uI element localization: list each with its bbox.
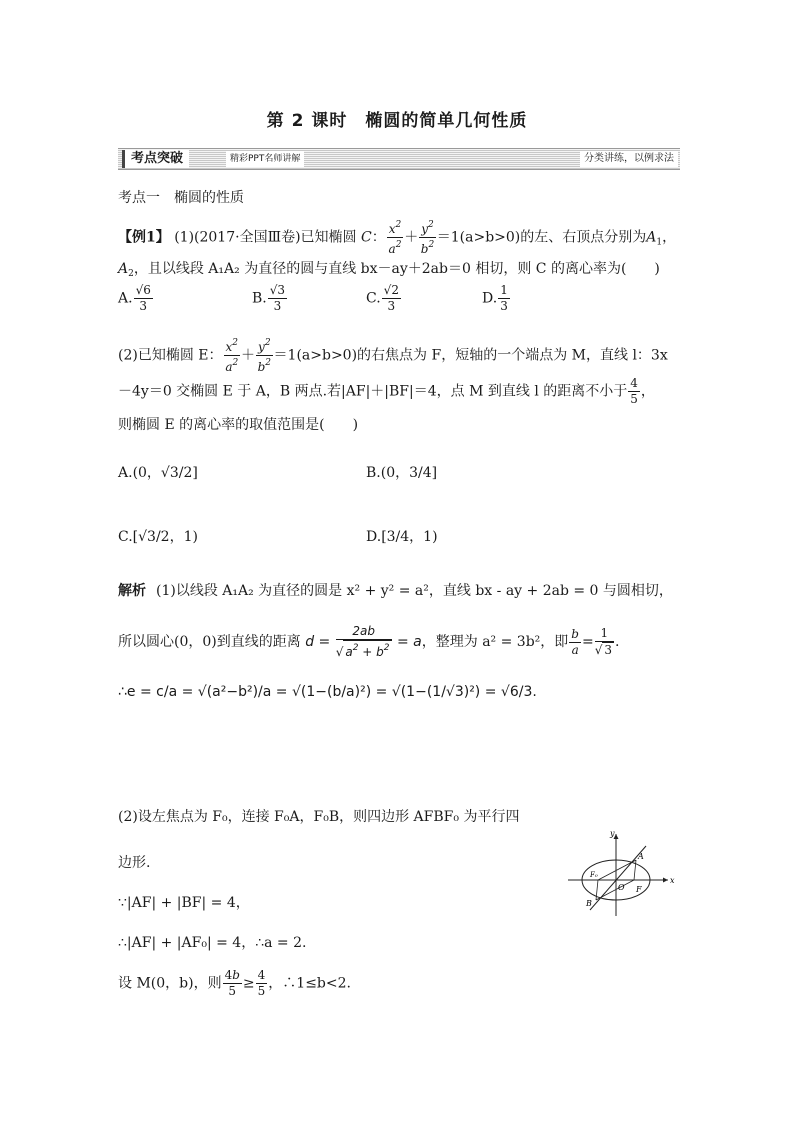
q1-line2-text: ，且以线段 A₁A₂ 为直径的圆与直线 bx－ay＋2ab＝0 相切，则 C 的离心率为( ) (133, 261, 660, 277)
q2-line2: －4y＝0 交椭圆 E 于 A，B 两点.若|AF|＋|BF|＝4，点 M 到直线 l 的距离不小于 $\frac{4}{5}$ ， (118, 376, 655, 406)
fig-label-f: F (636, 885, 642, 894)
fig-label-a: A (638, 852, 644, 861)
solution-p2-5b: ，∴1≤b<2. (268, 975, 351, 992)
q2-lead: (2)已知椭圆 E： (118, 347, 223, 364)
section-banner (118, 148, 680, 170)
fig-label-x: x (670, 876, 675, 885)
q2-option-b[interactable]: B.(0，3/4] (366, 465, 438, 481)
section-heading: 考点一 椭圆的性质 (118, 190, 244, 206)
solution-line3: ∴e = c/a = √(a²−b²)/a = √(1−(b/a)²) = √(1−(1/√3)²) = √6/3. (118, 684, 537, 700)
solution-p2-5a: 设 M(0，b)，则 (118, 975, 222, 992)
q2-option-a[interactable]: A.(0，√3/2] (118, 465, 198, 481)
q1-line1: 【例1】 (1)(2017·全国Ⅲ卷)已知椭圆 C： $\frac{x^2}{a^2}$ ＋ $\frac{y^2}{b^2}$ ＝1(a>b>0)的左、右顶点分别为$A_1$， (118, 220, 677, 256)
q1-option-a[interactable]: A. $\frac{√6}{3}$ (118, 283, 151, 313)
fig-label-o: O (618, 883, 625, 892)
q2-line2-text: －4y＝0 交椭圆 E 于 A，B 两点.若|AF|＋|BF|＝4，点 M 到直线 l 的距离不小于 (118, 383, 628, 400)
solution-p2-line3: ∵|AF| + |BF| = 4， (118, 895, 250, 911)
q1-option-c[interactable]: C. $\frac{√2}{3}$ (366, 283, 399, 313)
example-label: 【例1】 (118, 229, 170, 246)
fig-label-f0: F₀ (590, 871, 598, 879)
solution-line2: 所以圆心(0，0)到直线的距离 d = $\frac{2ab}{√ a^2 + b^2}$ = a，整理为 a² = 3b²，即 $\frac{b}{a}$ = $\frac{1}{√ 3}$ . (118, 624, 620, 659)
q1-line2: $A_2$，且以线段 A₁A₂ 为直径的圆与直线 bx－ay＋2ab＝0 相切，则 C 的离心率为( ) (118, 261, 660, 279)
ellipse-figure (560, 826, 680, 922)
fig-label-b: B (586, 899, 592, 908)
q2-option-c[interactable]: C.[√3/2，1) (118, 529, 198, 545)
banner-tag: 考点突破 (122, 150, 189, 168)
solution-p2-line1: (2)设左焦点为 F₀，连接 F₀A，F₀B，则四边形 AFBF₀ 为平行四 (118, 809, 520, 825)
solution-p2-line4: ∴|AF| + |AF₀| = 4，∴a = 2. (118, 935, 307, 951)
banner-right-text: 分类讲练，以例求法 (580, 151, 678, 167)
q1-option-d[interactable]: D. $\frac{1}{3}$ (482, 283, 508, 313)
q2-tail: ＝1(a>b>0)的右焦点为 F，短轴的一个端点为 M，直线 l：3x (273, 347, 668, 364)
q1-option-b[interactable]: B. $\frac{√3}{3}$ (252, 283, 286, 313)
fig-label-y: y (610, 829, 615, 838)
solution-s2a: 所以圆心(0，0)到直线的距离 (118, 634, 301, 650)
solution-s1: (1)以线段 A₁A₂ 为直径的圆是 x² + y² = a²，直线 bx - ay + 2ab = 0 与圆相切， (156, 583, 673, 599)
q2-line3: 则椭圆 E 的离心率的取值范围是( ) (118, 417, 359, 433)
banner-subtitle: 精彩PPT名师讲解 (226, 151, 304, 167)
q2-option-d[interactable]: D.[3/4，1) (366, 529, 438, 545)
q1-lead: (1)(2017·全国Ⅲ卷)已知椭圆 (174, 229, 357, 246)
q2-line1: (2)已知椭圆 E： $\frac{x^2}{a^2}$ ＋ $\frac{y^2}{b^2}$ ＝1(a>b>0)的右焦点为 F，短轴的一个端点为 M，直线 l：3x (118, 338, 668, 374)
page-title: 第 2 课时 椭圆的简单几何性质 (266, 111, 528, 131)
solution-line1 (118, 580, 673, 600)
solution-s2b: ，整理为 a² = 3b²，即 (421, 634, 569, 650)
solution-p2-line5: 设 M(0，b)，则 $\frac{4b}{5}$ ≥ $\frac{4}{5}$ ，∴1≤b<2. (118, 968, 351, 998)
solution-p2-line2: 边形. (118, 855, 151, 871)
solution-label: 解析 (118, 583, 146, 599)
q1-eq-tail: ＝1(a>b>0)的左、右顶点分别为 (436, 229, 647, 246)
q1-curve: C (361, 229, 372, 246)
